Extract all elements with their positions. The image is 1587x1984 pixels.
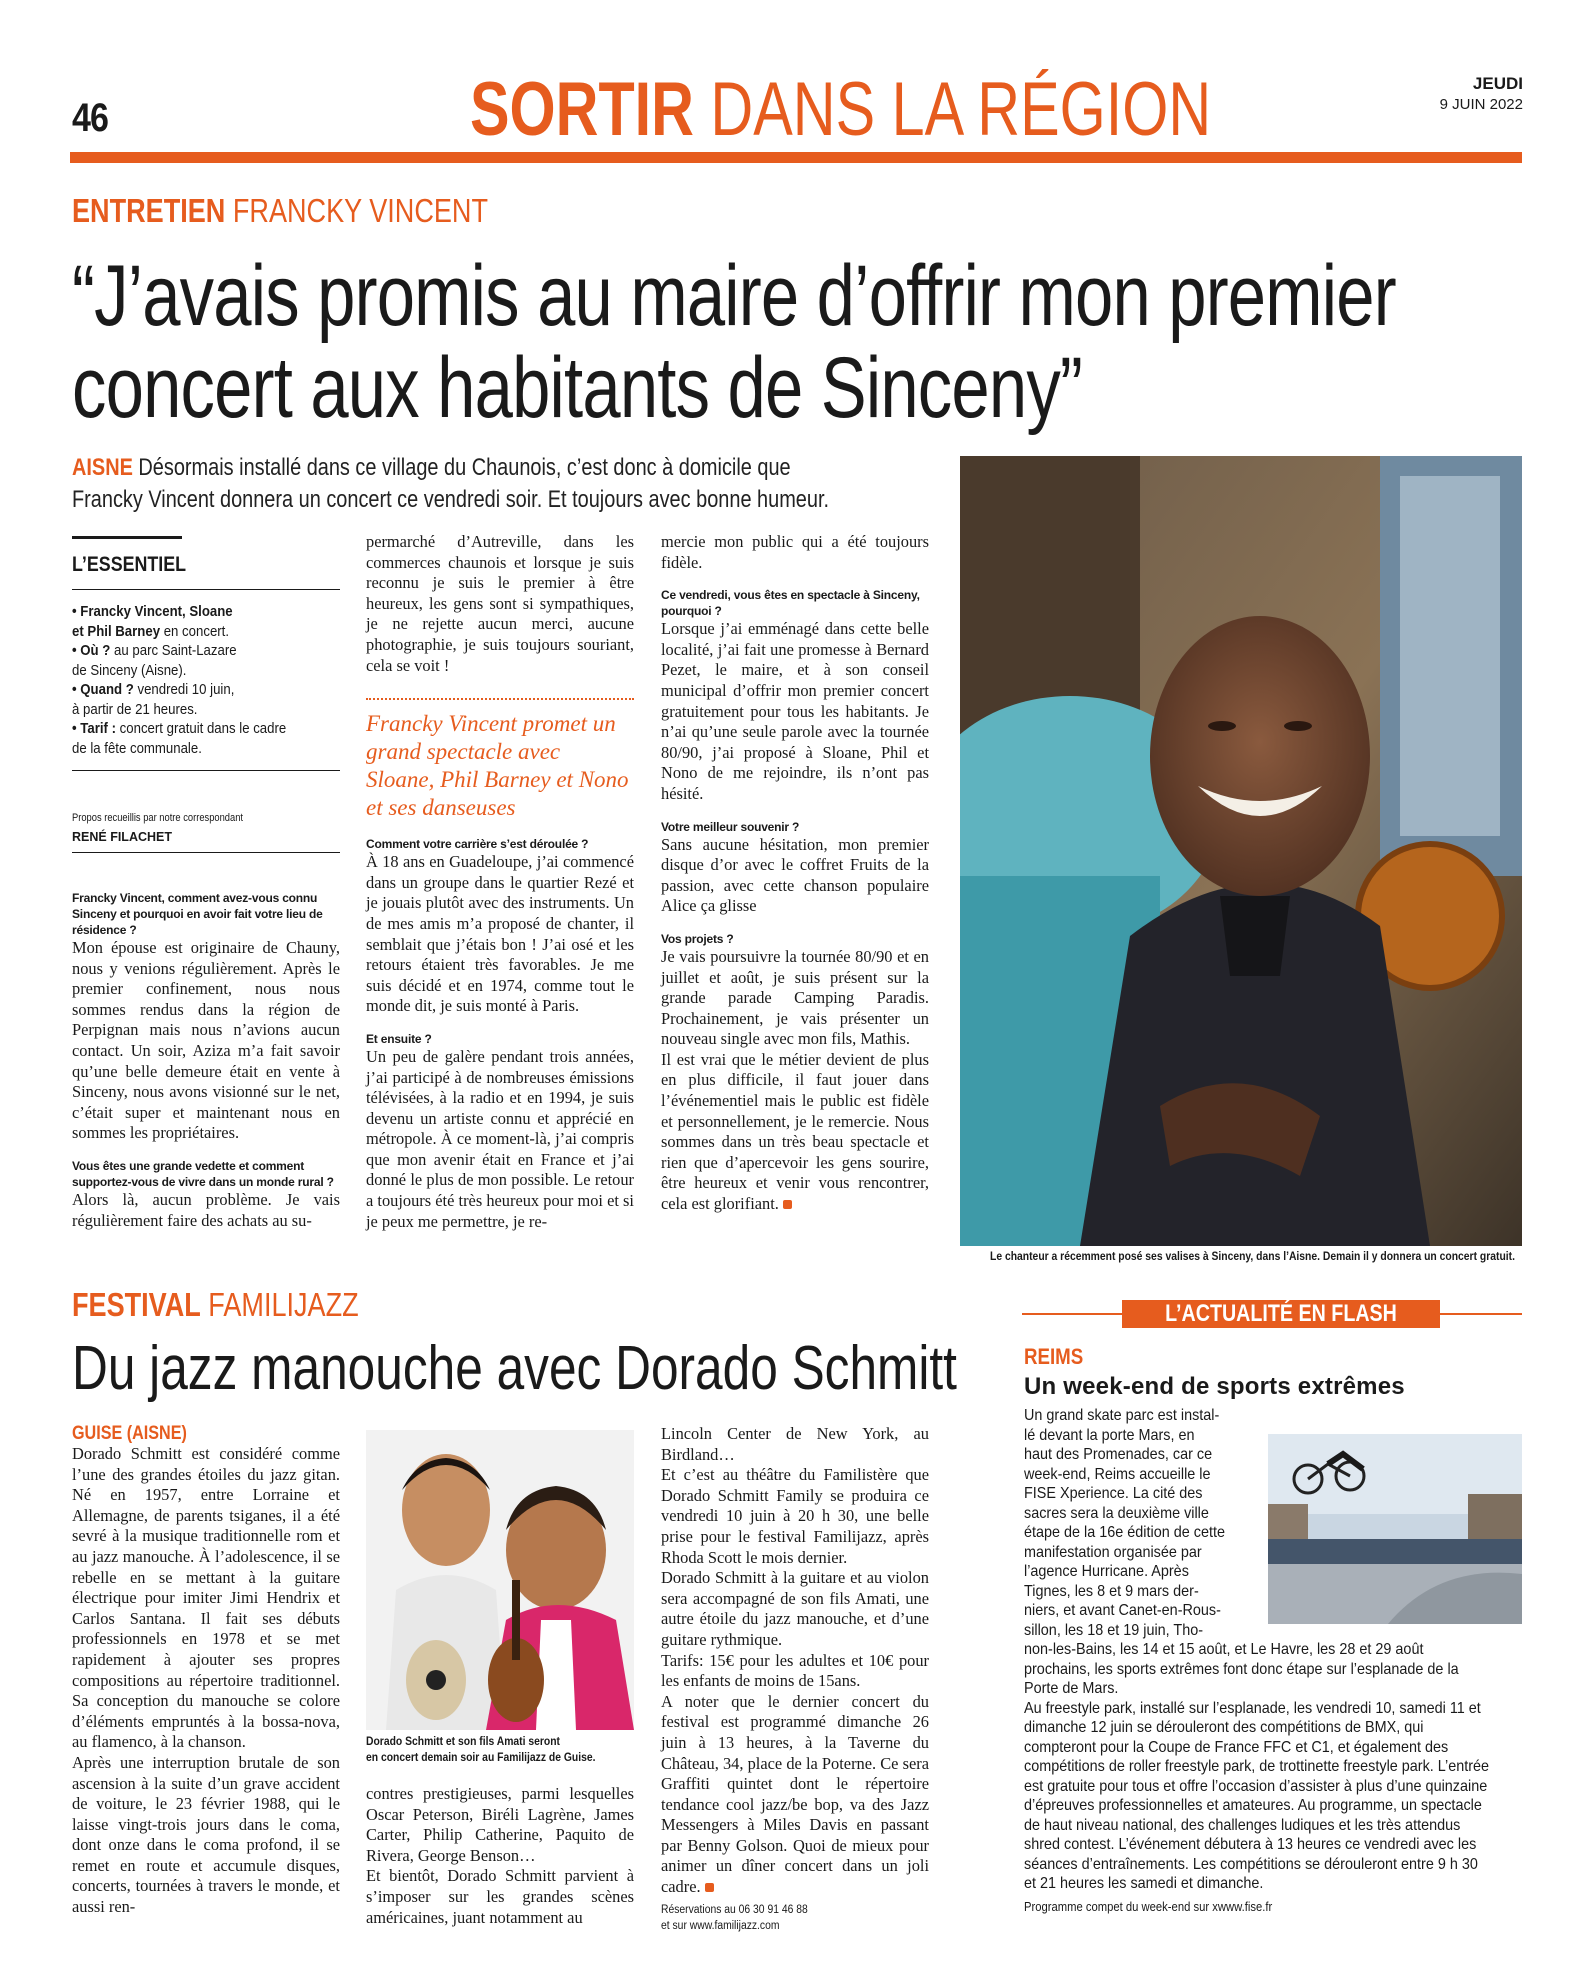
flash-text-full (1024, 1640, 1492, 1917)
answer-2-continued: permarché d’Autreville, dans les commerces chaunois et lorsque je suis reconnu je suis le premier à être heureux, les gens sont si sympathiques, je ne rejette aucun merci, aucune photographie, je suis toujours souriant, cela se voit ! (366, 532, 634, 675)
dorado-caption-line-1: Dorado Schmitt et son fils Amati seront (366, 1736, 560, 1748)
essentiel-item1-bold2: et Phil Barney (72, 622, 161, 640)
flash-line: haut des Promenades, car ce (1024, 1446, 1213, 1463)
kicker-bold: ENTRETIEN (72, 192, 226, 229)
question-3: Comment votre carrière s’est déroulée ? (366, 837, 589, 852)
musicians-illustration (366, 1430, 634, 1730)
essentiel-item1-rest: en concert. (163, 622, 230, 640)
lead-place: AISNE (72, 454, 133, 481)
article2-col-2 (366, 1784, 634, 1928)
flash-line: l’agence Hurricane. Après (1024, 1563, 1189, 1580)
answer-5: Lorsque j’ai emménagé dans cette belle localité, j’ai fait une promesse à Bernard Pezet, le maire, et à son conseil municipal d’offrir mon premier concert gratuitement pour tous les habitants. Je n’ai qu’une seule parole avec la tournée 80/90, j’ai proposé à Sloane, Phil et Nono de me rejoindre, ils n’ont pas hésité. (661, 619, 929, 803)
essentiel-item2-bold: • Où ? (72, 642, 111, 659)
flash-paragraph-1-end: non-les-Bains, les 14 et 15 août, et Le Havre, les 28 et 29 août prochains, les sports extrêmes font donc étape sur l’esplanade de la Porte de Mars. (1024, 1641, 1459, 1697)
article2-col2-paragraph: Et bientôt, Dorado Schmitt parvient à s’imposer sur les grandes scènes américaines, juant notamment au (366, 1866, 634, 1927)
francky-vincent-photo (960, 456, 1522, 1246)
flash-line: étape de la 16e édition de cette (1024, 1524, 1225, 1541)
question-7: Vos projets ? (661, 931, 734, 946)
essentiel-list (72, 602, 340, 758)
article2-place: GUISE (AISNE) (72, 1423, 187, 1444)
flash-line: Un grand skate parc est instal- (1024, 1407, 1220, 1424)
reservations-website: et sur www.familijazz.com (661, 1919, 780, 1932)
answer-3: À 18 ans en Guadeloupe, j’ai commencé dans un groupe dans le quartier Rezé et je jouais plutôt avec des instruments. Un de mes amis m’a proposé de chanter, il semblait que j’étais bon ! J’ai osé et les retours étaient très favorables. Je me suis décidé et en 1974, comme tout le monde dit, je suis monté à Paris. (366, 852, 634, 1016)
flash-banner (1022, 1300, 1522, 1328)
article2-paragraph-1: Dorado Schmitt est considéré comme l’une des grandes étoiles du jazz gitan. Né en 1957, entre Lorraine et Allemagne, de parents tsiganes, il a été sevré à la musique traditionnelle rom et au jazz manouche. À l’adolescence, il se rebelle en se mettant à la guitare électrique pour imiter Jimi Hendrix et Carlos Santana. Il fait ses débuts professionnels en 1978 et se met rapidement à ajouter ses propres compositions au répertoire traditionnel. Sa conception du manouche se colore d’éléments empruntés à la bossa-nova, au flamenco, à la chanson. (72, 1444, 340, 1752)
essentiel-item3-line2: à partir de 21 heures. (72, 700, 198, 718)
credit-name: RENÉ FILACHET (72, 830, 172, 844)
question-4: Et ensuite ? (366, 1031, 432, 1046)
question-5: Ce vendredi, vous êtes en spectacle à Sinceny, pourquoi ? (661, 588, 920, 619)
section-title-bold: SORTIR (470, 67, 694, 152)
page-number: 46 (72, 96, 109, 140)
dorado-schmitt-photo (366, 1430, 634, 1730)
answer-1: Mon épouse est originaire de Chauny, nous y venions régulièrement. Après le premier confinement, nous nous sommes rendus dans la région de Perpignan mais nous n’avions aucun contact. Un soir, Aziza m’a fait savoir qu’une belle demeure était en vente à Sinceny, nous avons visionné sur le net, c’était super et maintenant nous en sommes les propriétaires. (72, 938, 340, 1143)
article2-headline: Du jazz manouche avec Dorado Schmitt (72, 1334, 957, 1403)
bmx-photo (1268, 1434, 1522, 1624)
byline (72, 812, 340, 853)
answer-7a: Je vais poursuivre la tournée 80/90 et en juillet et août, je suis présent sur la grande parade Camping Paradis. Prochainement, je vais présenter un nouveau single avec mon fils, Mathis. (661, 946, 929, 1049)
flash-line: sacres sera la deuxième ville (1024, 1504, 1209, 1522)
essentiel-item1-bold: • Francky Vincent, Sloane (72, 603, 233, 620)
question-1: Francky Vincent, comment avez-vous connu Sinceny et pourquoi en avoir fait votre lieu de résidence ? (72, 891, 323, 937)
article2-col3-p3: Dorado Schmitt à la guitare et au violon sera accompagné de son fils Amati, une autre étoile du jazz manouche, et d’une guitare rythmique. (661, 1568, 929, 1649)
reservations-phone: Réservations au 06 30 91 46 88 (661, 1903, 808, 1916)
flash-line: niers, et avant Canet-en-Rous- (1024, 1602, 1221, 1619)
essentiel-title: L’ESSENTIEL (72, 553, 187, 576)
flash-line: FISE Xperience. La cité des (1024, 1485, 1203, 1502)
essentiel-item4-rest: concert gratuit dans le cadre (119, 720, 287, 737)
answer-7b (661, 1050, 929, 1215)
dorado-photo-caption (366, 1734, 636, 1766)
flash-line: lé devant la porte Mars, en (1024, 1426, 1195, 1444)
end-mark-icon (705, 1883, 714, 1892)
article2-paragraph-2: Après une interruption brutale de son ascension à la suite d’un grave accident de voiture, le 23 février 1988, qui le laisse vingt-trois jours dans le coma, dont onze dans le coma profond, il se remet en route et accumule disques, concerts, tournées à travers le monde, et aussi ren- (72, 1752, 340, 1917)
flash-line: manifestation organisée par (1024, 1543, 1202, 1561)
flash-paragraph-2: Au freestyle park, installé sur l’esplanade, les vendredi 10, samedi 11 et dimanche 12 juin se dérouleront des compétitions de BMX, qui compteront pour la Coupe de France FFC et C1, et également des compétitions de roller freestyle park, de trottinette freestyle park. L’entrée est gratuite pour tous et offre l’occasion d’assister à plus d’une quinzaine d’épreuves professionnelles et amateures. Au programme, un spectacle de haut niveau national, des challenges ludiques et les très attendus shred contest. L’événement débutera à 13 heures ce vendredi avec les séances d’entraînements. Les compétitions se dérouleront entre 9 h 30 et 21 heures les samedi et dimanche. (1024, 1699, 1490, 1892)
header-rule (70, 152, 1522, 163)
pull-quote: Francky Vincent promet un grand spectacle avec Sloane, Phil Barney et Nono et ses danseuses (366, 711, 629, 821)
dorado-caption-line-2: en concert demain soir au Familijazz de Guise. (366, 1752, 596, 1764)
lead-text-2: Francky Vincent donnera un concert ce vendredi soir. Et toujours avec bonne humeur. (72, 486, 830, 513)
answer-4: Un peu de galère pendant trois années, j’ai participé à de nombreuses émissions télévisées, à la radio et en 1994, je suis devenu un artiste connu et apprécié en métropole. À ce moment-là, j’ai compris que mon avenir était en France et j’ai donné le plus de mon possible. Le retour a toujours été très heureux pour moi et si je peux me permettre, je re- (366, 1046, 634, 1231)
issue-date: 9 JUIN 2022 (1439, 96, 1523, 113)
section-title-light: DANS LA RÉGION (710, 67, 1212, 152)
issue-day: JEUDI (1472, 74, 1523, 93)
article2-col3-p4: Tarifs: 15€ pour les adultes et 10€ pour les enfants de moins de 15ans. (661, 1650, 929, 1691)
article-kicker (72, 192, 488, 230)
article2-col3-p2: Et c’est au théâtre du Familistère que Dorado Schmitt Family se produira ce vendredi 10 juin à 20 h 30, une belle prise pour le festival Familijazz, après Rhoda Scott le mois dernier. (661, 1465, 929, 1567)
article2-kicker-bold: FESTIVAL (72, 1286, 201, 1323)
flash-headline: Un week-end de sports extrêmes (1024, 1373, 1405, 1400)
article2-col3-p5-text: A noter que le dernier concert du festival est programmé dimanche 26 juin à 13 heures, à la Taverne du Château, 34, place de la Poterne. Ce sera Graffiti quintet dont le répertoire tendance cool jazz/be bop, va des Jazz Messengers à Miles Davis en passant par Benny Golson. Quoi de mieux pour animer un dîner concert dans un joli cadre. (661, 1691, 929, 1897)
portrait-illustration (960, 456, 1522, 1246)
flash-line: sillon, les 18 et 19 juin, Tho- (1024, 1621, 1204, 1639)
interview-col-2 (366, 532, 634, 1232)
article-headline (72, 250, 1396, 434)
kicker-light: FRANCKY VINCENT (232, 192, 488, 229)
essentiel-item2-line2: de Sinceny (Aisne). (72, 661, 187, 679)
headline-line-2: concert aux habitants de Sinceny” (72, 340, 1083, 436)
photo-caption: Le chanteur a récemment posé ses valises à Sinceny, dans l’Aisne. Demain il y donnera un concert gratuit. (990, 1251, 1515, 1263)
article2-col2-continued: contres prestigieuses, parmi lesquelles Oscar Peterson, Biréli Lagrène, James Carter, Philip Catherine, Paquito de Rivera, George Benson… (366, 1784, 634, 1865)
article2-col3-p1: Lincoln Center de New York, au Birdland… (661, 1424, 929, 1464)
end-mark-icon (783, 1200, 792, 1209)
section-title (470, 68, 1211, 152)
essentiel-item3-bold: • Quand ? (72, 681, 134, 698)
article-lead (72, 452, 829, 516)
answer-2: Alors là, aucun problème. Je vais régulièrement faire des achats au su- (72, 1189, 340, 1230)
flash-place: REIMS (1024, 1344, 1084, 1369)
article2-kicker (72, 1286, 359, 1324)
lead-text-1: Désormais installé dans ce village du Chaunois, c’est donc à domicile que (138, 454, 791, 481)
article2-kicker-light: FAMILIJAZZ (208, 1286, 359, 1323)
answer-4-continued: mercie mon public qui a été toujours fidèle. (661, 532, 929, 572)
question-2: Vous êtes une grande vedette et comment supportez-vous de vivre dans un monde rural ? (72, 1158, 334, 1189)
interview-col-3 (661, 532, 929, 1215)
flash-footer: Programme compet du week-end sur xwww.fise.fr (1024, 1899, 1273, 1914)
essentiel-item2-rest: au parc Saint-Lazare (114, 642, 237, 659)
interview-col-1 (72, 890, 340, 1231)
article2-col-1 (72, 1424, 340, 1918)
essentiel-item3-rest: vendredi 10 juin, (137, 681, 235, 698)
bmx-illustration (1268, 1434, 1522, 1624)
article2-col3-p5 (661, 1692, 929, 1898)
essentiel-item4-line2: de la fête communale. (72, 739, 202, 757)
flash-banner-label: L’ACTUALITÉ EN FLASH (1165, 1300, 1397, 1327)
article2-col-3 (661, 1424, 929, 1934)
headline-line-1: “J’avais promis au maire d’offrir mon premier (72, 248, 1396, 344)
answer-7b-text: Il est vrai que le métier devient de plus en plus difficile, il faut jouer dans l’événementiel mais le public est fidèle et personnellement, je le remercie. Nous sommes dans un très beau spectacle et rien que d’apercevoir les gens sourire, être heureux et venir vous rencontrer, cela est glorifiant. (661, 1049, 929, 1214)
essentiel-box (72, 536, 340, 771)
credit-label: Propos recueillis par notre correspondant (72, 812, 243, 824)
flash-line: week-end, Reims accueille le (1024, 1465, 1211, 1483)
flash-text-wrapped (1024, 1406, 1231, 1640)
essentiel-item4-bold: • Tarif : (72, 720, 116, 737)
question-6: Votre meilleur souvenir ? (661, 819, 800, 834)
answer-6: Sans aucune hésitation, mon premier disque d’or avec le coffret Fruits de la passion, avec cette chanson populaire Alice ça glisse (661, 834, 929, 916)
flash-line: Tignes, les 8 et 9 mars der- (1024, 1582, 1199, 1600)
